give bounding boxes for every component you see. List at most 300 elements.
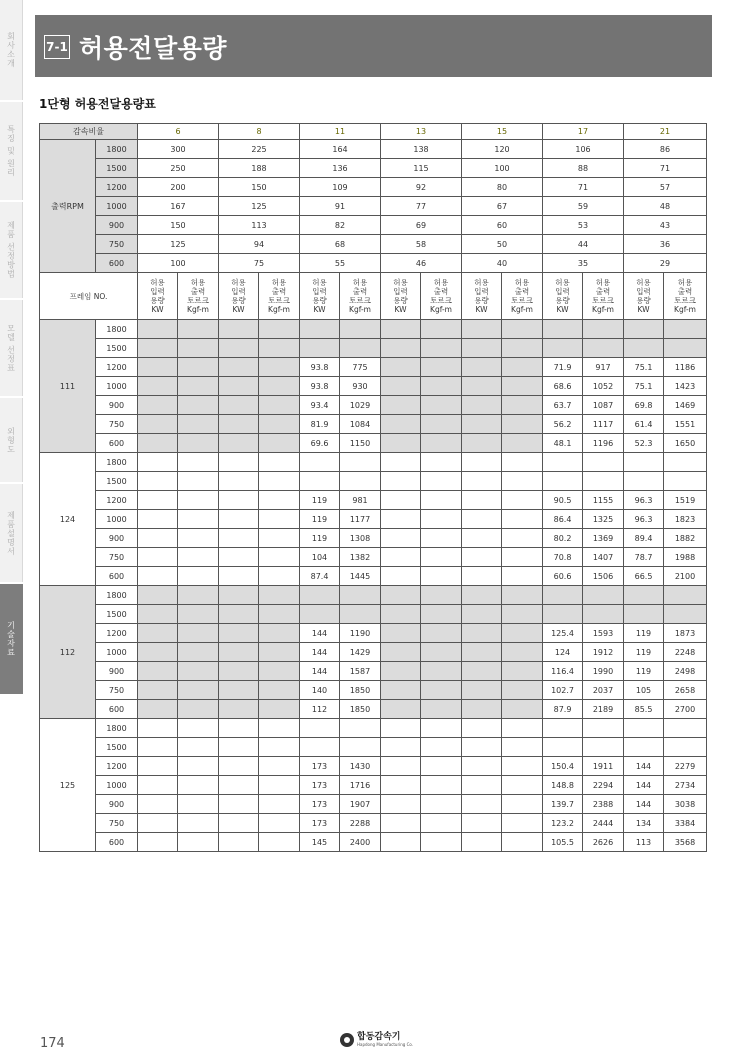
value-cell <box>138 662 178 681</box>
value-cell <box>138 529 178 548</box>
output-rpm-value: 40 <box>462 254 543 273</box>
value-cell: 1087 <box>583 396 624 415</box>
input-capacity-header: 허용 입력 용량 KW <box>219 273 259 320</box>
value-cell <box>381 681 421 700</box>
value-cell <box>300 719 340 738</box>
value-cell <box>259 510 300 529</box>
value-cell <box>219 662 259 681</box>
value-cell <box>543 738 583 757</box>
value-cell <box>664 719 707 738</box>
value-cell <box>219 757 259 776</box>
value-cell <box>219 453 259 472</box>
output-rpm-value: 300 <box>138 140 219 159</box>
value-cell <box>421 453 462 472</box>
side-tab-6[interactable] <box>0 484 23 582</box>
value-cell <box>381 510 421 529</box>
table-row <box>40 643 707 662</box>
value-cell <box>502 700 543 719</box>
value-cell <box>624 738 664 757</box>
value-cell <box>421 738 462 757</box>
value-cell: 1117 <box>583 415 624 434</box>
value-cell <box>138 681 178 700</box>
value-cell: 2388 <box>583 795 624 814</box>
rpm-value: 1000 <box>96 197 138 216</box>
output-rpm-value: 58 <box>381 235 462 254</box>
value-cell <box>421 567 462 586</box>
value-cell: 1407 <box>583 548 624 567</box>
value-cell <box>664 738 707 757</box>
value-cell <box>259 662 300 681</box>
output-rpm-value: 188 <box>219 159 300 178</box>
value-cell <box>340 586 381 605</box>
table-row <box>40 453 707 472</box>
value-cell <box>381 624 421 643</box>
value-cell <box>178 320 219 339</box>
value-cell <box>219 491 259 510</box>
output-rpm-value: 167 <box>138 197 219 216</box>
output-rpm-value: 44 <box>543 235 624 254</box>
value-cell <box>421 396 462 415</box>
table-row <box>40 605 707 624</box>
output-rpm-value: 60 <box>462 216 543 235</box>
rpm-value: 900 <box>96 396 138 415</box>
value-cell <box>421 719 462 738</box>
value-cell <box>381 719 421 738</box>
frame-number: 124 <box>40 453 96 586</box>
value-cell: 63.7 <box>543 396 583 415</box>
output-rpm-value: 57 <box>624 178 707 197</box>
table-row <box>40 776 707 795</box>
value-cell <box>462 377 502 396</box>
value-cell <box>259 358 300 377</box>
company-logo <box>340 1033 413 1047</box>
output-rpm-value: 68 <box>300 235 381 254</box>
value-cell: 113 <box>624 833 664 852</box>
value-cell <box>462 814 502 833</box>
value-cell: 1882 <box>664 529 707 548</box>
value-cell <box>259 624 300 643</box>
value-cell <box>340 738 381 757</box>
value-cell <box>138 776 178 795</box>
value-cell <box>219 643 259 662</box>
value-cell: 1150 <box>340 434 381 453</box>
side-tab-3[interactable] <box>0 202 23 298</box>
value-cell <box>462 586 502 605</box>
value-cell: 1823 <box>664 510 707 529</box>
value-cell <box>259 453 300 472</box>
value-cell <box>178 548 219 567</box>
value-cell <box>138 795 178 814</box>
input-capacity-header: 허용 입력 용량 KW <box>381 273 421 320</box>
side-navigation <box>0 0 22 1060</box>
value-cell <box>462 434 502 453</box>
value-cell <box>462 529 502 548</box>
value-cell <box>300 586 340 605</box>
value-cell: 1873 <box>664 624 707 643</box>
value-cell <box>543 339 583 358</box>
table-row <box>40 624 707 643</box>
value-cell <box>300 738 340 757</box>
value-cell: 81.9 <box>300 415 340 434</box>
value-cell: 139.7 <box>543 795 583 814</box>
output-rpm-value: 86 <box>624 140 707 159</box>
value-cell <box>138 833 178 852</box>
value-cell: 1587 <box>340 662 381 681</box>
logo-subtext: Hapdong Manufacturing Co. <box>357 1042 414 1047</box>
value-cell <box>502 453 543 472</box>
value-cell: 68.6 <box>543 377 583 396</box>
value-cell: 1052 <box>583 377 624 396</box>
value-cell: 2498 <box>664 662 707 681</box>
value-cell <box>462 795 502 814</box>
value-cell: 917 <box>583 358 624 377</box>
value-cell: 1308 <box>340 529 381 548</box>
value-cell: 119 <box>624 662 664 681</box>
output-rpm-value: 91 <box>300 197 381 216</box>
output-rpm-value: 71 <box>543 178 624 197</box>
value-cell <box>138 434 178 453</box>
side-tab-1[interactable] <box>0 0 23 100</box>
value-cell <box>421 377 462 396</box>
value-cell <box>178 624 219 643</box>
output-rpm-value: 164 <box>300 140 381 159</box>
value-cell: 80.2 <box>543 529 583 548</box>
rpm-value: 750 <box>96 415 138 434</box>
ratio-value: 8 <box>219 124 300 140</box>
frame-label: 프레임 NO. <box>40 273 138 320</box>
value-cell: 145 <box>300 833 340 852</box>
value-cell: 1911 <box>583 757 624 776</box>
value-cell <box>259 795 300 814</box>
output-rpm-value: 88 <box>543 159 624 178</box>
value-cell <box>178 643 219 662</box>
value-cell: 1990 <box>583 662 624 681</box>
value-cell <box>664 605 707 624</box>
value-cell <box>421 358 462 377</box>
ratio-value: 15 <box>462 124 543 140</box>
rpm-row <box>40 140 707 159</box>
value-cell <box>462 491 502 510</box>
value-cell <box>259 529 300 548</box>
value-cell <box>421 586 462 605</box>
value-cell: 1912 <box>583 643 624 662</box>
value-cell <box>664 453 707 472</box>
value-cell: 2294 <box>583 776 624 795</box>
side-tab-label: 특징 및 원리 <box>6 124 16 178</box>
value-cell <box>138 643 178 662</box>
value-cell <box>300 605 340 624</box>
value-cell <box>138 320 178 339</box>
rpm-value: 1800 <box>96 320 138 339</box>
value-cell <box>178 377 219 396</box>
value-cell <box>502 624 543 643</box>
value-cell <box>502 377 543 396</box>
value-cell <box>462 472 502 491</box>
value-cell: 93.4 <box>300 396 340 415</box>
value-cell: 148.8 <box>543 776 583 795</box>
rpm-row <box>40 159 707 178</box>
output-rpm-value: 35 <box>543 254 624 273</box>
output-rpm-value: 48 <box>624 197 707 216</box>
value-cell <box>421 662 462 681</box>
output-rpm-value: 53 <box>543 216 624 235</box>
value-cell: 1850 <box>340 700 381 719</box>
value-cell: 93.8 <box>300 358 340 377</box>
output-rpm-value: 225 <box>219 140 300 159</box>
table-row <box>40 795 707 814</box>
rpm-value: 600 <box>96 700 138 719</box>
value-cell: 1196 <box>583 434 624 453</box>
value-cell: 1084 <box>340 415 381 434</box>
value-cell <box>259 396 300 415</box>
logo-text: 합동감속기 <box>357 1032 401 1042</box>
value-cell <box>381 643 421 662</box>
output-rpm-value: 100 <box>462 159 543 178</box>
value-cell <box>624 339 664 358</box>
table-row <box>40 472 707 491</box>
value-cell <box>543 605 583 624</box>
output-rpm-value: 29 <box>624 254 707 273</box>
side-tab-label: 모델 선정표 <box>6 323 16 373</box>
side-tab-2[interactable] <box>0 102 23 200</box>
output-rpm-value: 120 <box>462 140 543 159</box>
value-cell: 87.4 <box>300 567 340 586</box>
value-cell <box>340 719 381 738</box>
input-capacity-header: 허용 입력 용량 KW <box>462 273 502 320</box>
value-cell <box>421 339 462 358</box>
value-cell: 75.1 <box>624 377 664 396</box>
value-cell <box>462 719 502 738</box>
value-cell: 52.3 <box>624 434 664 453</box>
table-row <box>40 377 707 396</box>
value-cell <box>259 605 300 624</box>
value-cell <box>259 833 300 852</box>
rpm-value: 1500 <box>96 605 138 624</box>
value-cell <box>259 377 300 396</box>
rpm-value: 1800 <box>96 453 138 472</box>
value-cell <box>219 719 259 738</box>
value-cell: 3038 <box>664 795 707 814</box>
value-cell <box>543 453 583 472</box>
value-cell: 69.6 <box>300 434 340 453</box>
output-rpm-value: 69 <box>381 216 462 235</box>
rpm-value: 600 <box>96 434 138 453</box>
value-cell: 86.4 <box>543 510 583 529</box>
value-cell <box>502 358 543 377</box>
value-cell <box>138 415 178 434</box>
value-cell: 56.2 <box>543 415 583 434</box>
value-cell: 1190 <box>340 624 381 643</box>
output-torque-header: 허용 출력 토르크 Kgf-m <box>583 273 624 320</box>
value-cell <box>138 377 178 396</box>
value-cell: 150.4 <box>543 757 583 776</box>
value-cell: 48.1 <box>543 434 583 453</box>
rpm-value: 900 <box>96 529 138 548</box>
value-cell: 2100 <box>664 567 707 586</box>
frame-header-row <box>40 273 707 320</box>
value-cell <box>381 434 421 453</box>
value-cell <box>178 586 219 605</box>
value-cell <box>381 833 421 852</box>
output-rpm-value: 200 <box>138 178 219 197</box>
value-cell <box>381 415 421 434</box>
value-cell <box>462 662 502 681</box>
value-cell <box>502 643 543 662</box>
value-cell: 105.5 <box>543 833 583 852</box>
value-cell: 119 <box>624 624 664 643</box>
chapter-header <box>35 15 712 77</box>
value-cell <box>462 700 502 719</box>
value-cell <box>138 472 178 491</box>
gear-logo-icon <box>340 1033 354 1047</box>
output-rpm-value: 138 <box>381 140 462 159</box>
value-cell: 1186 <box>664 358 707 377</box>
value-cell <box>259 643 300 662</box>
table-row <box>40 757 707 776</box>
table-row <box>40 738 707 757</box>
value-cell: 1988 <box>664 548 707 567</box>
value-cell <box>421 529 462 548</box>
rpm-value: 1200 <box>96 178 138 197</box>
value-cell <box>543 320 583 339</box>
value-cell <box>462 624 502 643</box>
value-cell <box>178 415 219 434</box>
value-cell <box>421 415 462 434</box>
value-cell <box>664 320 707 339</box>
table-row <box>40 415 707 434</box>
value-cell: 124 <box>543 643 583 662</box>
frame-number: 125 <box>40 719 96 852</box>
value-cell <box>421 700 462 719</box>
value-cell <box>340 605 381 624</box>
rpm-row <box>40 254 707 273</box>
side-tab-4[interactable] <box>0 300 23 396</box>
table-row <box>40 681 707 700</box>
side-tab-5[interactable] <box>0 398 23 482</box>
value-cell <box>259 586 300 605</box>
value-cell: 1445 <box>340 567 381 586</box>
output-rpm-value: 125 <box>138 235 219 254</box>
value-cell <box>462 510 502 529</box>
value-cell <box>219 339 259 358</box>
value-cell <box>219 700 259 719</box>
value-cell: 75.1 <box>624 358 664 377</box>
value-cell: 1716 <box>340 776 381 795</box>
value-cell: 1506 <box>583 567 624 586</box>
value-cell <box>421 510 462 529</box>
value-cell <box>259 320 300 339</box>
table-row <box>40 491 707 510</box>
value-cell <box>138 738 178 757</box>
side-tab-7[interactable] <box>0 584 23 694</box>
output-torque-header: 허용 출력 토르크 Kgf-m <box>178 273 219 320</box>
value-cell: 144 <box>624 757 664 776</box>
value-cell <box>421 795 462 814</box>
value-cell <box>381 472 421 491</box>
value-cell: 2037 <box>583 681 624 700</box>
value-cell <box>259 567 300 586</box>
value-cell <box>502 681 543 700</box>
rpm-row <box>40 197 707 216</box>
value-cell <box>259 415 300 434</box>
value-cell: 61.4 <box>624 415 664 434</box>
value-cell: 2400 <box>340 833 381 852</box>
value-cell <box>502 795 543 814</box>
value-cell <box>421 472 462 491</box>
value-cell <box>340 320 381 339</box>
rpm-value: 1800 <box>96 719 138 738</box>
ratio-value: 17 <box>543 124 624 140</box>
value-cell: 119 <box>300 529 340 548</box>
value-cell <box>664 339 707 358</box>
value-cell <box>381 738 421 757</box>
value-cell <box>219 776 259 795</box>
value-cell <box>178 738 219 757</box>
value-cell: 1850 <box>340 681 381 700</box>
output-rpm-value: 109 <box>300 178 381 197</box>
rpm-value: 750 <box>96 681 138 700</box>
value-cell <box>583 339 624 358</box>
value-cell: 930 <box>340 377 381 396</box>
rpm-value: 1000 <box>96 643 138 662</box>
value-cell <box>178 339 219 358</box>
value-cell: 96.3 <box>624 510 664 529</box>
value-cell <box>502 320 543 339</box>
table-row <box>40 529 707 548</box>
value-cell <box>178 472 219 491</box>
value-cell: 3568 <box>664 833 707 852</box>
output-rpm-value: 150 <box>138 216 219 235</box>
value-cell <box>381 814 421 833</box>
value-cell <box>462 738 502 757</box>
output-rpm-value: 75 <box>219 254 300 273</box>
value-cell <box>462 415 502 434</box>
side-tab-label: 회사소개 <box>6 32 16 68</box>
value-cell <box>502 757 543 776</box>
input-capacity-header: 허용 입력 용량 KW <box>300 273 340 320</box>
output-torque-header: 허용 출력 토르크 Kgf-m <box>664 273 707 320</box>
table-row <box>40 548 707 567</box>
rpm-value: 600 <box>96 254 138 273</box>
value-cell: 144 <box>300 624 340 643</box>
value-cell <box>178 510 219 529</box>
rpm-value: 900 <box>96 795 138 814</box>
table-row <box>40 586 707 605</box>
value-cell <box>502 472 543 491</box>
table-row <box>40 510 707 529</box>
value-cell <box>664 472 707 491</box>
ratio-label: 감속비율 <box>40 124 138 140</box>
value-cell <box>138 586 178 605</box>
value-cell <box>462 643 502 662</box>
value-cell <box>178 681 219 700</box>
value-cell <box>462 358 502 377</box>
output-rpm-value: 115 <box>381 159 462 178</box>
output-rpm-value: 67 <box>462 197 543 216</box>
rpm-value: 1500 <box>96 339 138 358</box>
value-cell <box>219 605 259 624</box>
ratio-value: 11 <box>300 124 381 140</box>
value-cell <box>178 833 219 852</box>
value-cell <box>178 795 219 814</box>
value-cell <box>462 453 502 472</box>
value-cell: 2248 <box>664 643 707 662</box>
output-rpm-value: 36 <box>624 235 707 254</box>
rpm-row <box>40 216 707 235</box>
value-cell <box>178 719 219 738</box>
value-cell <box>502 605 543 624</box>
table-row <box>40 833 707 852</box>
